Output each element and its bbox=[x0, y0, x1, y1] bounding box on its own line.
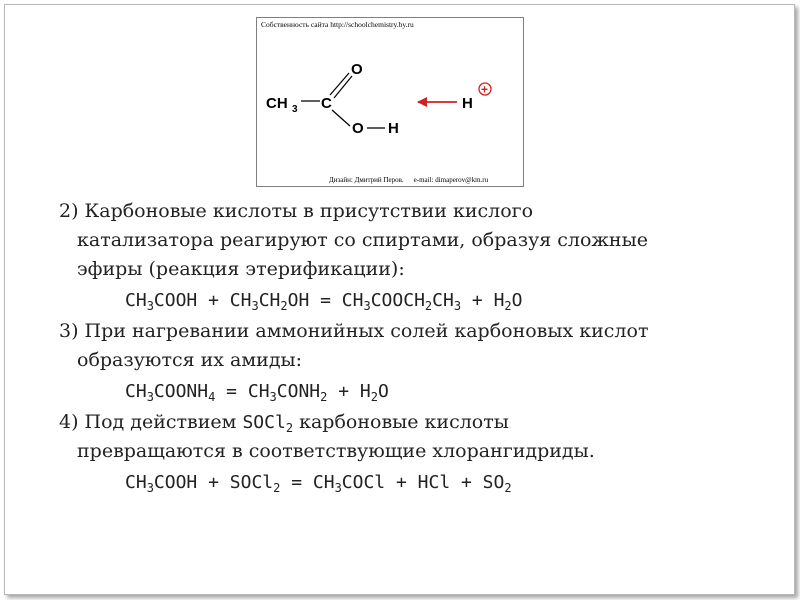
formula-subscript: 2 bbox=[504, 299, 512, 313]
formula-subscript: 3 bbox=[334, 481, 342, 495]
mol-single-bond-c-o bbox=[332, 110, 350, 126]
formula-text: OH = CH bbox=[287, 290, 364, 311]
formula-subscript: 3 bbox=[363, 299, 371, 313]
list-item-3 bbox=[59, 317, 759, 408]
mol-arrow-head bbox=[417, 97, 427, 107]
figure-credit-email: e-mail: dimaperov@km.ru bbox=[413, 176, 489, 184]
formula-text: CH bbox=[125, 472, 147, 493]
formula-text: = CH bbox=[215, 381, 270, 402]
item-3-equation bbox=[59, 375, 759, 408]
mol-h-proton-label: H bbox=[462, 95, 473, 112]
formula-text: COOH + CH bbox=[153, 290, 252, 311]
mol-o-bottom-label: O bbox=[352, 120, 364, 137]
list-item-4 bbox=[59, 408, 759, 499]
formula-text: COOH + SOCl bbox=[153, 472, 274, 493]
figure-credit-design: Дизайн: Дмитрий Перов. bbox=[329, 176, 404, 184]
item-4-equation bbox=[59, 466, 759, 499]
formula-subscript: 3 bbox=[269, 390, 277, 404]
item-2-cont-2: эфиры (реакция этерификации): bbox=[77, 258, 405, 280]
item-2-cont-1: катализатора реагируют со спиртами, образуя сложные bbox=[77, 229, 648, 251]
formula-text: CH bbox=[258, 290, 281, 311]
formula-text: = CH bbox=[280, 472, 335, 493]
mol-h-bottom-label: H bbox=[388, 120, 399, 137]
formula-subscript: 2 bbox=[285, 421, 294, 435]
item-4-cont-1: превращаются в соответствующие хлорангидриды. bbox=[77, 440, 595, 462]
slide-body bbox=[59, 197, 759, 499]
formula-subscript: 2 bbox=[370, 390, 378, 404]
formula-subscript: 3 bbox=[146, 390, 154, 404]
formula-subscript: 2 bbox=[280, 299, 288, 313]
mol-o-top-label: O bbox=[351, 61, 363, 78]
formula-text: O bbox=[377, 381, 389, 402]
formula-subscript: 2 bbox=[424, 299, 433, 313]
item-4-line1-post: карбоновые кислоты bbox=[293, 411, 509, 433]
item-4-inline-formula bbox=[242, 412, 293, 433]
formula-subscript: 2 bbox=[320, 390, 328, 404]
mol-c-label: C bbox=[321, 95, 332, 112]
formula-subscript: 2 bbox=[273, 481, 281, 495]
item-4-line1 bbox=[59, 408, 759, 437]
formula-subscript: 4 bbox=[208, 390, 216, 404]
formula-text: COOCH bbox=[370, 290, 425, 311]
item-2-line1: 2) Карбоновые кислоты в присутствии кислого bbox=[59, 200, 534, 222]
formula-subscript: 2 bbox=[504, 481, 512, 495]
figure-credit-bottom bbox=[329, 176, 498, 184]
formula-text: SOCl bbox=[242, 412, 286, 433]
item-2-equation bbox=[59, 284, 759, 317]
mol-plus-sign: + bbox=[481, 82, 489, 97]
formula-text: CONH bbox=[276, 381, 321, 402]
formula-subscript: 3 bbox=[146, 481, 154, 495]
mol-ch-subscript: 3 bbox=[292, 104, 298, 115]
item-3-line1: 3) При нагревании аммонийных солей карбоновых кислот bbox=[59, 320, 649, 342]
formula-text: O bbox=[511, 290, 523, 311]
formula-text: COCl + HCl + SO bbox=[341, 472, 505, 493]
item-3-cont-1: образуются их амиды: bbox=[77, 349, 303, 371]
formula-text: + H bbox=[327, 381, 371, 402]
list-item-2 bbox=[59, 197, 759, 317]
molecule-diagram bbox=[257, 18, 524, 187]
slide-frame bbox=[4, 4, 795, 595]
formula-subscript: 3 bbox=[146, 299, 154, 313]
formula-text: COONH bbox=[153, 381, 209, 402]
formula-text: + H bbox=[461, 290, 505, 311]
formula-subscript: 3 bbox=[453, 299, 462, 313]
mol-ch-label: CH bbox=[266, 95, 288, 112]
formula-text: CH bbox=[432, 290, 454, 311]
formula-text: CH bbox=[125, 381, 147, 402]
item-4-line1-pre: 4) Под действием bbox=[59, 411, 243, 433]
figure-credit-top: Собственность сайта http://schoolchemistry.by.ru bbox=[261, 20, 414, 29]
formula-subscript: 3 bbox=[251, 299, 259, 313]
formula-text: CH bbox=[125, 290, 147, 311]
acetic-acid-figure bbox=[256, 17, 524, 187]
